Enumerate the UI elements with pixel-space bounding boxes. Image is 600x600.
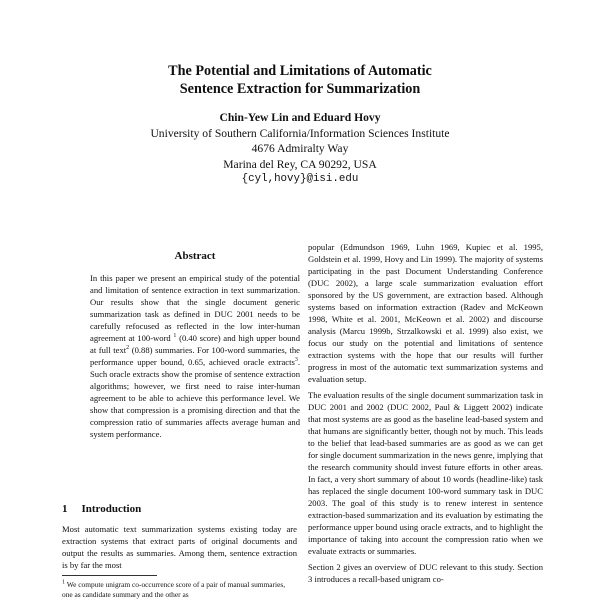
section-number: 1 xyxy=(62,503,68,515)
address-line-2: Marina del Rey, CA 90292, USA xyxy=(223,157,377,171)
introduction-heading xyxy=(62,503,141,515)
abstract-body xyxy=(90,272,300,440)
author-email: {cyl,hovy}@isi.edu xyxy=(241,173,359,186)
title-line-1: The Potential and Limitations of Automatic xyxy=(168,63,432,79)
title-line-2: Sentence Extraction for Summarization xyxy=(179,81,421,97)
footnote-marker-1: 1 xyxy=(173,333,177,340)
abstract-text-1: In this paper we present an empirical study of the potential and limitation of sentence extraction in text summarization. Our results show that the single document generic summarization task as defined in DUC 2001 needs to be carefully refocused as reflected in the low inter-human agreement at 100-word xyxy=(90,273,300,343)
footnote xyxy=(62,580,297,599)
introduction-body: Most automatic text summarization systems existing today are extraction systems that extract parts of original documents and output the results as summaries. Among them, sentence extraction is by far the most xyxy=(62,524,297,570)
footnote-marker-2: 2 xyxy=(126,345,130,352)
abstract-text-3: (0.88) summaries. For 100-word summaries, the performance upper bound, 0.65, achieved oracle extracts xyxy=(90,345,300,367)
footnote-text: We compute unigram co-occurrence score of a pair of manual summaries, one as candidate summary and the other as xyxy=(62,580,286,599)
right-paragraph-1: popular (Edmundson 1969, Luhn 1969, Kupiec et al. 1995, Goldstein et al. 1999, Hovy and Lin 1999). The majority of systems participating in the past Document Understanding Conference (DUC 2002), a large scale summarization evaluation effort sponsored by the US government, are extraction based. Although systems based on information extraction (Radev and McKeown 1998, White et al. 2001, McKeown et al. 2002) and discourse analysis (Marcu 1999b, Strzalkowski et al. 1999) also exist, we focus our study on the potential and limitations of sentence extraction systems with the hope that our results will further progress in most of the automatic text summarization systems and evaluation setup. xyxy=(308,242,543,384)
right-column xyxy=(308,241,543,585)
footnote-marker-3: 3 xyxy=(294,357,298,364)
author-block xyxy=(0,110,600,188)
right-paragraph-3: Section 2 gives an overview of DUC relevant to this study. Section 3 introduces a recall-based unigram co- xyxy=(308,562,543,584)
right-paragraph-2: The evaluation results of the single document summarization task in DUC 2001 and 2002 (DUC 2002, Paul & Liggett 2002) indicate that most systems are as good as the baseline lead-based system and that humans are significantly better, though not by much. This leads to the belief that lead-based summaries are as good as we can get for single document summarization in the news genre, implying that the research community should invest future efforts in other areas. In fact, a very short summary of about 10 words (headline-like) task has replaced the single document 100-word summary task in DUC 2003. The goal of this study is to renew interest in sentence extraction-based summarization and its evaluation by estimating the performance upper bound using oracle extracts, and to highlight the importance of taking into account the compression ratio when we evaluate extracts or summaries. xyxy=(308,390,543,556)
affiliation: University of Southern California/Information Sciences Institute xyxy=(150,126,450,140)
footnote-number: 1 xyxy=(62,579,65,586)
section-title: Introduction xyxy=(81,503,142,515)
abstract-heading: Abstract xyxy=(174,250,216,262)
abstract-text-4: . Such oracle extracts show the promise of sentence extraction algorithms; however, we first need to raise inter-human agreement to be able to achieve this performance level. We show that compression is a promising direction and that the compression ratio of summaries affects average human and system performance. xyxy=(90,357,300,439)
abstract-text-2: (0.40 score) and high upper bound at full text xyxy=(90,333,301,355)
paper-title xyxy=(0,62,600,98)
footnote-divider xyxy=(62,575,157,576)
address-line-1: 4676 Admiralty Way xyxy=(251,142,349,156)
author-names: Chin-Yew Lin and Eduard Hovy xyxy=(219,111,381,124)
